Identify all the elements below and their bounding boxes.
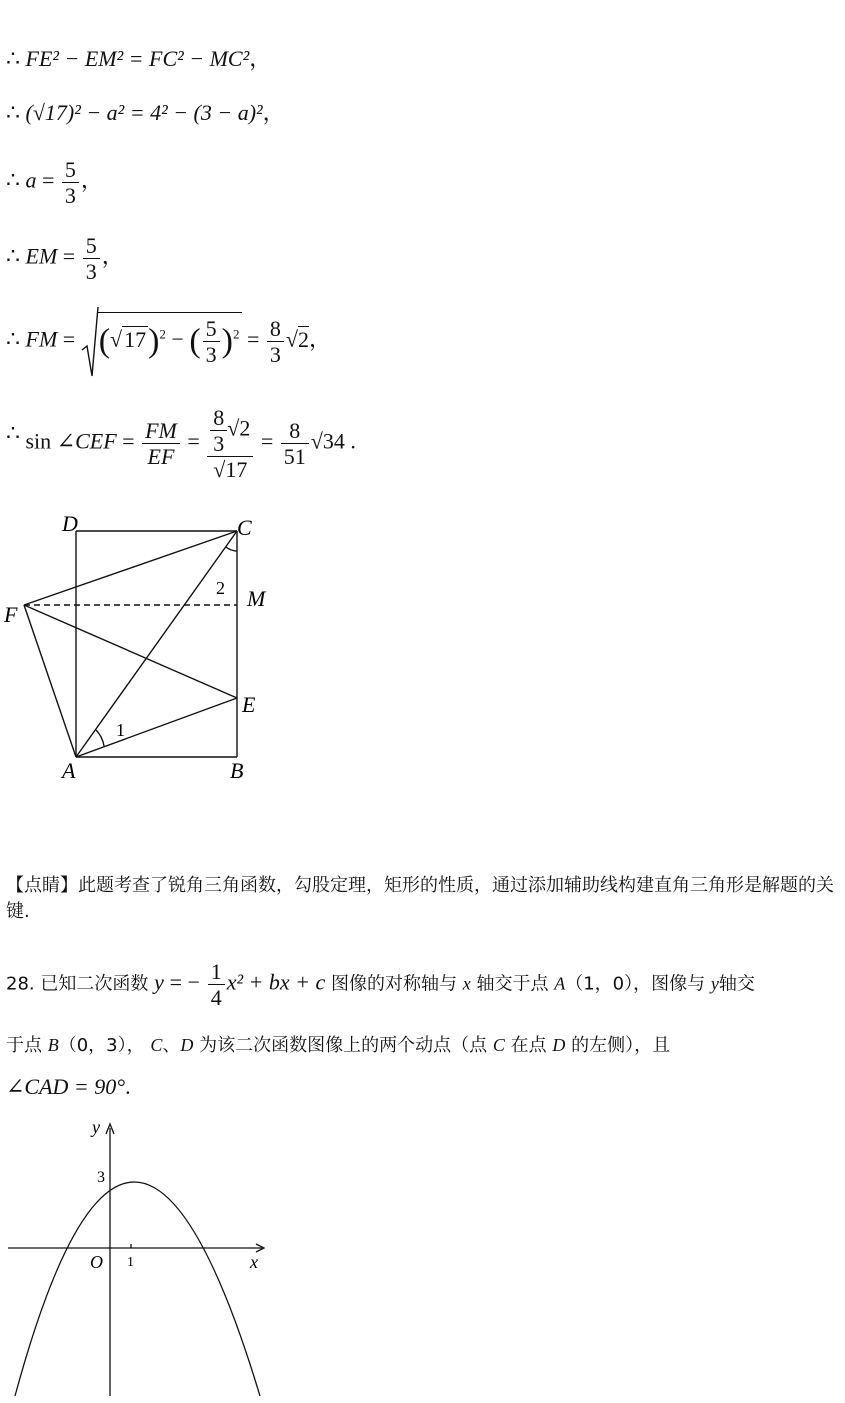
comment-tag: 【点睛】 bbox=[6, 875, 78, 896]
label-D: D bbox=[62, 511, 78, 536]
axis-label-y: y bbox=[92, 1117, 100, 1137]
label-M: M bbox=[247, 586, 266, 611]
label-A: A bbox=[62, 758, 76, 783]
equation-2: ∴ (√17)² − a² = 4² − (3 − a)²， bbox=[6, 100, 285, 125]
label-E: E bbox=[242, 692, 256, 717]
segment-FC bbox=[24, 531, 237, 605]
segment-AE bbox=[76, 698, 237, 757]
angle-2-arc bbox=[226, 547, 237, 551]
label-angle-1: 1 bbox=[116, 720, 125, 740]
y-intercept-label: 3 bbox=[97, 1169, 105, 1186]
label-F: F bbox=[4, 602, 18, 627]
fraction-5-3-em: $\frac{5}{3}$ bbox=[83, 234, 100, 283]
tick-1-label: 1 bbox=[127, 1255, 134, 1270]
big-radical: $(√17)^2$ − ( $\frac{5}{3}$ )$^2$ bbox=[81, 312, 242, 366]
label-C: C bbox=[237, 515, 252, 540]
equation-1: ∴ FE² − EM² = FC² − MC²， bbox=[6, 46, 272, 71]
fraction-5-3: $\frac{5}{3}$ bbox=[62, 158, 79, 207]
equation-4: ∴ EM = $\frac{5}{3}$ ， bbox=[6, 233, 124, 285]
equation-3: ∴ a = $\frac{5}{3}$ ， bbox=[6, 157, 103, 209]
segment-AC bbox=[76, 531, 237, 757]
problem-28-line-2: 于点 B（0，3）， C、D 为该二次函数图像上的两个动点（点 C 在点 D 的左侧），且 bbox=[6, 1035, 671, 1056]
equation-6: ∴ sin ∠CEF = $\frac{FM}{EF}$ = $\frac{8}{3}$ √2 √17 = $\frac{8}{51}$ √34 . bbox=[6, 405, 356, 483]
segment-FA bbox=[24, 605, 76, 757]
angle-1-arc bbox=[96, 730, 104, 746]
axis-label-x: x bbox=[250, 1252, 258, 1272]
parabola-curve bbox=[15, 1182, 260, 1396]
segment-FE bbox=[24, 605, 237, 698]
equation-5: ∴ FM = $(√17)^2$ − ( $\frac{5}{3}$ )$^2$ = $\frac{8}{3}$ √2， bbox=[6, 312, 331, 366]
origin-label: O bbox=[90, 1252, 103, 1272]
comment-paragraph bbox=[6, 873, 836, 925]
comment-text: 此题考查了锐角三角函数，勾股定理，矩形的性质，通过添加辅助线构建直角三角形是解题的关键. bbox=[6, 875, 834, 922]
problem-28: 28. 已知二次函数 y = − $\frac{1}{4}$ x² + bx + c 图像的对称轴与 x 轴交于点 A（1，0），图像与 y轴交 bbox=[6, 959, 755, 1011]
equation-2-body: (√17)² − a² = 4² − (3 − a)² bbox=[25, 100, 263, 125]
equation-1-body: FE² − EM² = FC² − MC² bbox=[25, 46, 250, 71]
problem-28-condition: ∠CAD = 90°. bbox=[6, 1074, 131, 1099]
label-angle-2: 2 bbox=[216, 578, 225, 598]
label-B: B bbox=[230, 758, 244, 783]
